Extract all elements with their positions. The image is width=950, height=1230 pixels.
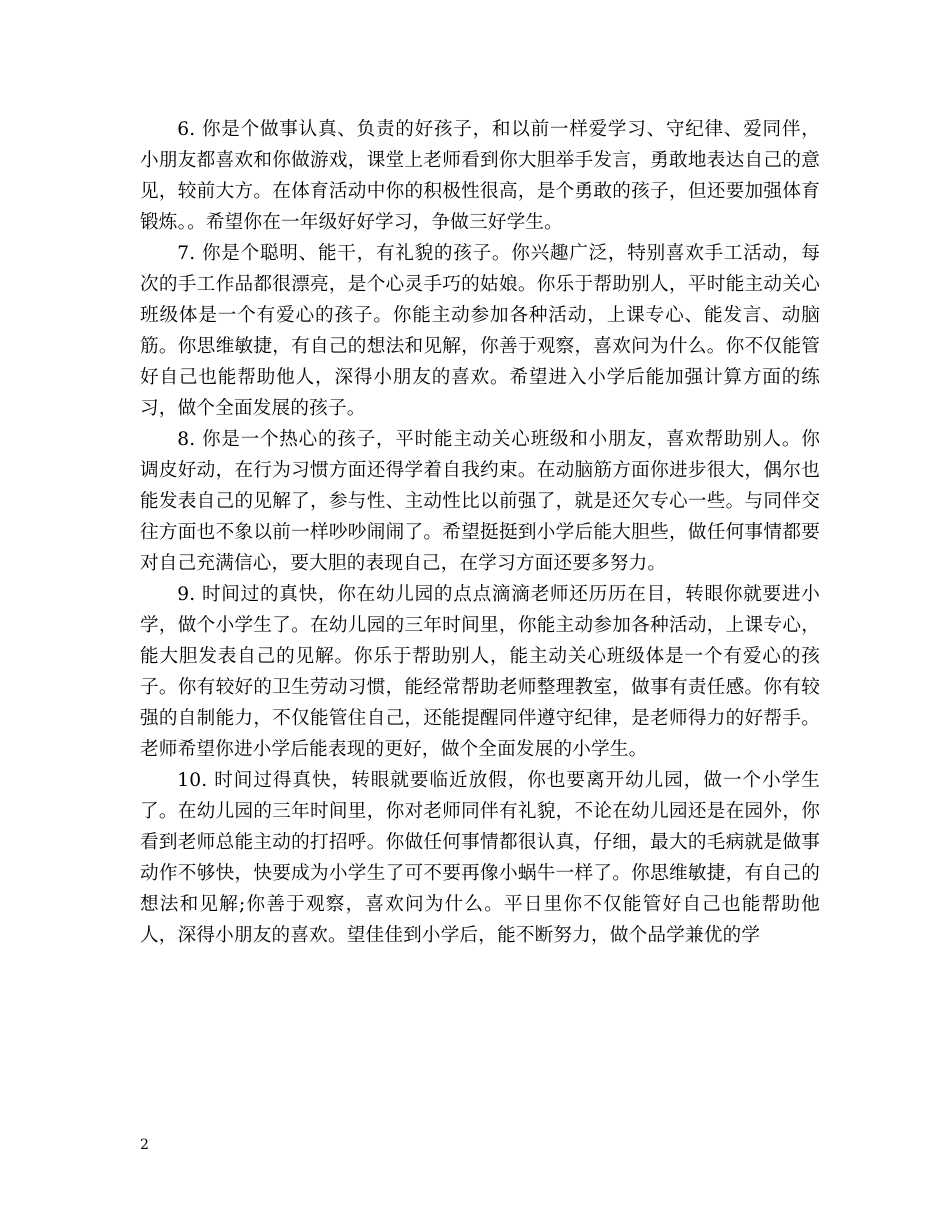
paragraph-6: 6. 你是个做事认真、负责的好孩子，和以前一样爱学习、守纪律、爱同伴，小朋友都喜欢和你做游戏，课堂上老师看到你大胆举手发言，勇敢地表达自己的意见，较前大方。在体育活动中你的积极性很高，是个勇敢的孩子，但还要加强体育锻炼。。希望你在一年级好好学习，争做三好学生。 (140, 119, 820, 233)
paragraph-8: 8. 你是一个热心的孩子，平时能主动关心班级和小朋友，喜欢帮助别人。你调皮好动，在行为习惯方面还得学着自我约束。在动脑筋方面你进步很大，偶尔也能发表自己的见解了，参与性、主动性比以前强了，就是还欠专心一些。与同伴交往方面也不象以前一样吵吵闹闹了。希望挺挺到小学后能大胆些，做任何事情都要对自己充满信心，要大胆的表现自己，在学习方面还要多努力。 (140, 429, 820, 574)
page-number: 2 (140, 1137, 149, 1153)
document-page (140, 114, 820, 951)
paragraph-7: 7. 你是个聪明、能干，有礼貌的孩子。你兴趣广泛，特别喜欢手工活动，每次的手工作品都很漂亮，是个心灵手巧的姑娘。你乐于帮助别人，平时能主动关心班级体是一个有爱心的孩子。你能主动参加各种活动，上课专心、能发言、动脑筋。你思维敏捷，有自己的想法和见解，你善于观察，喜欢问为什么。你不仅能管好自己也能帮助他人，深得小朋友的喜欢。希望进入小学后能加强计算方面的练习，做个全面发展的孩子。 (140, 243, 820, 419)
paragraph-9: 9. 时间过的真快，你在幼儿园的点点滴滴老师还历历在目，转眼你就要进小学，做个小学生了。在幼儿园的三年时间里，你能主动参加各种活动，上课专心，能大胆发表自己的见解。你乐于帮助别人，能主动关心班级体是一个有爱心的孩子。你有较好的卫生劳动习惯，能经常帮助老师整理教室，做事有责任感。你有较强的自制能力，不仅能管住自己，还能提醒同伴遵守纪律，是老师得力的好帮手。老师希望你进小学后能表现的更好，做个全面发展的小学生。 (140, 584, 820, 760)
paragraph-10: 10. 时间过得真快，转眼就要临近放假，你也要离开幼儿园，做一个小学生了。在幼儿园的三年时间里，你对老师同伴有礼貌，不论在幼儿园还是在园外，你看到老师总能主动的打招呼。你做任何事情都很认真，仔细，最大的毛病就是做事动作不够快，快要成为小学生了可不要再像小蜗牛一样了。你思维敏捷，有自己的想法和见解;你善于观察，喜欢问为什么。平日里你不仅能管好自己也能帮助他人，深得小朋友的喜欢。望佳佳到小学后，能不断努力，做个品学兼优的学 (140, 770, 820, 946)
